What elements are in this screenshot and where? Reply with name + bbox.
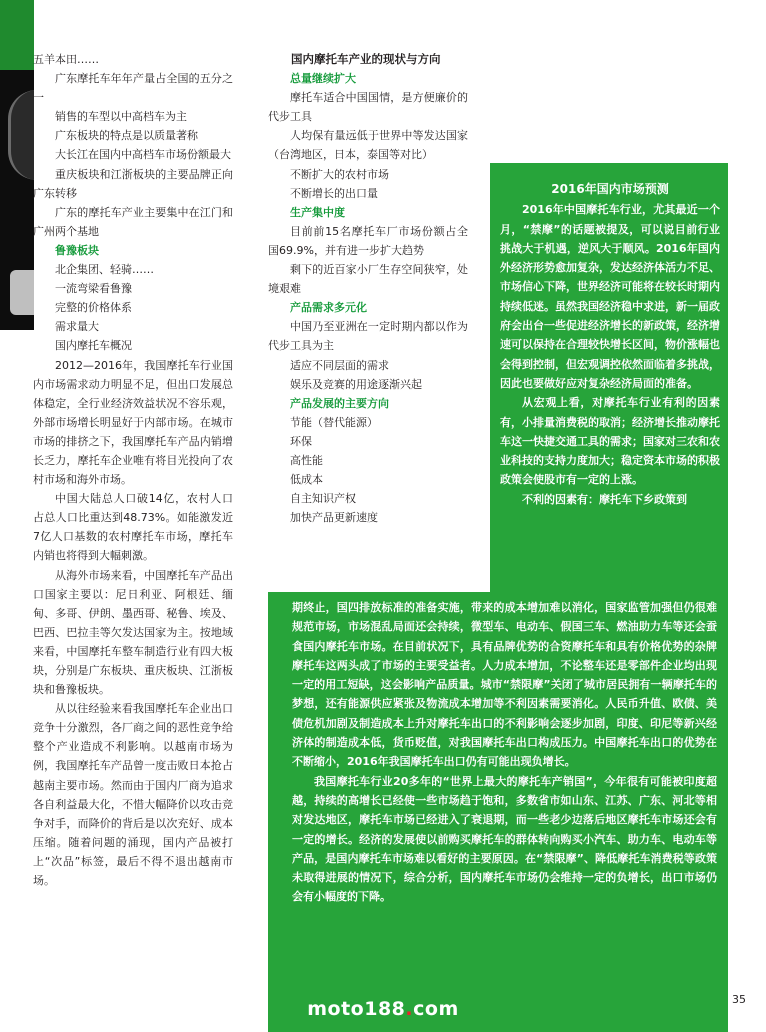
body-paragraph: 节能（替代能源） xyxy=(290,415,378,429)
body-paragraph: 中国乃至亚洲在一定时期内都以作为代步工具为主 xyxy=(268,320,468,353)
body-paragraph: 2012—2016年，我国摩托车行业国内市场需求动力明显不足，但出口发展总体稳定，全行业经济效益状况不容乐观，外部市场增长明显好于内部市场。在城市市场的排挤之下，我国摩托车产品内销增长乏力，摩托车企业唯有将目光投向了农村市场和海外市场。 xyxy=(33,358,233,487)
body-paragraph: 大长江在国内中高档车市场份额最大 xyxy=(55,148,231,162)
body-paragraph: 广东的摩托车产业主要集中在江门和广州两个基地 xyxy=(33,205,233,238)
body-paragraph: 广东板块的特点是以质量著称 xyxy=(55,129,198,143)
forecast-column-top xyxy=(500,180,720,509)
body-paragraph: 广东摩托车年年产量占全国的五分之一 xyxy=(33,72,233,105)
watermark-dot: . xyxy=(405,998,414,1020)
body-paragraph: 剩下的近百家小厂生存空间狭窄，处境艰难 xyxy=(268,263,468,296)
body-paragraph: 目前前15名摩托车厂市场份额占全国69.9%，并有进一步扩大趋势 xyxy=(268,224,468,257)
text-column-left xyxy=(33,50,233,890)
section-heading: 产品需求多元化 xyxy=(290,301,367,315)
body-paragraph: 从海外市场来看，中国摩托车产品出口国家主要以：尼日利亚、阿根廷、缅甸、多哥、伊朗、墨西哥、秘鲁、埃及、巴西、巴拉圭等欠发达国家为主。按地域来看，中国摩托车整车制造行业有四大板块，分别是广东板块、重庆板块、江浙板块和鲁豫板块。 xyxy=(33,568,233,697)
photo-headlight xyxy=(10,270,34,315)
motorcycle-photo-strip xyxy=(0,0,34,330)
section-heading: 产品发展的主要方向 xyxy=(290,396,389,410)
body-paragraph: 完整的价格体系 xyxy=(55,301,132,315)
body-paragraph: 中国大陆总人口破14亿，农村人口占总人口比重达到48.73%。如能激发近7亿人口基数的农村摩托车市场，摩托车内销也将得到大幅刺激。 xyxy=(33,492,233,563)
page-number: 35 xyxy=(732,993,746,1006)
section-heading: 总量继续扩大 xyxy=(290,72,356,86)
section-heading: 国内摩托车产业的现状与方向 xyxy=(291,52,441,66)
body-paragraph: 娱乐及竞赛的用途逐渐兴起 xyxy=(290,377,422,391)
body-paragraph: 从以往经验来看我国摩托车企业出口竞争十分激烈，各厂商之间的恶性竞争给整个产业造成不利影响。以越南市场为例，我国摩托车产品曾一度击败日本抢占越南主要市场。然而由于国内厂商为追求各自利益最大化，不惜大幅降价以攻击竞争对手，而降价的背后是以次充好、成本压缩。随着问题的涌现，国内产品被打上“次品”标签，最后不得不退出越南市场。 xyxy=(33,702,233,888)
body-paragraph: 摩托车适合中国国情，是方便廉价的代步工具 xyxy=(268,91,468,124)
forecast-paragraph: 从宏观上看，对摩托车行业有利的因素有，小排量消费税的取消；经济增长推动摩托车这一快捷交通工具的需求；国家对三农和农业科技的支持力度加大；稳定资本市场的积极政策会使股市有一定的上涨。 xyxy=(500,396,720,487)
body-paragraph: 自主知识产权 xyxy=(290,492,356,506)
watermark-tld: com xyxy=(413,998,459,1020)
body-paragraph: 人均保有量远低于世界中等发达国家（台湾地区，日本，泰国等对比） xyxy=(268,129,468,162)
forecast-title: 2016年国内市场预测 xyxy=(551,182,669,196)
forecast-paragraph: 我国摩托车行业20多年的“世界上最大的摩托车产销国”，今年很有可能被印度超越，持续的高增长已经使一些市场趋于饱和，多数省市如山东、江苏、广东、河北等相对发达地区，摩托车市场已经进入了衰退期，而一些老少边落后地区摩托车市场还会有一定的增长。经济的发展使以前购买摩托车的群体转向购买小汽车、助力车、电动车等产品，是国内摩托车市场难以看好的主要原因。在“禁限摩”、降低摩托车消费税等政策未取得进展的情况下，综合分析，国内摩托车市场仍会维持一定的负增长，出口市场仍会有小幅度的下降。 xyxy=(292,774,717,904)
body-paragraph: 五羊本田…… xyxy=(33,53,99,66)
body-paragraph: 环保 xyxy=(290,434,312,448)
body-paragraph: 需求量大 xyxy=(55,320,99,334)
body-paragraph: 不断增长的出口量 xyxy=(290,186,378,200)
section-heading: 鲁豫板块 xyxy=(55,243,99,257)
forecast-paragraph: 期终止，国四排放标准的准备实施，带来的成本增加难以消化，国家监管加强但仍很难规范市场，市场混乱局面还会持续，微型车、电动车、假国三车、燃油助力车等还会蚕食国内摩托车市场。在目前状况下，具有品牌优势的合资摩托车和具有价格优势的杂牌摩托车这两头成了市场的主要受益者。人力成本增加，不论整车还是零部件企业均出现一定的用工短缺，这会影响产品质量。城市“禁限摩”关闭了城市居民拥有一辆摩托车的梦想，还有能源供应紧张及物流成本增加等不利因素需要消化。人民币升值、欧债、美债危机加剧及制造成本上升对摩托车出口的不利影响会逐步加剧，印度、印尼等新兴经济体的制造成本低，货币贬值，对我国摩托车出口构成压力。中国摩托车出口的优势在不断缩小，2016年我国摩托车出口仍有可能出现负增长。 xyxy=(292,601,717,769)
photo-green-fairing xyxy=(0,0,34,70)
body-paragraph: 低成本 xyxy=(290,473,323,487)
body-paragraph: 重庆板块和江浙板块的主要品牌正向广东转移 xyxy=(33,167,233,200)
body-paragraph: 适应不同层面的需求 xyxy=(290,358,389,372)
body-paragraph: 一流弯梁看鲁豫 xyxy=(55,282,132,296)
body-paragraph: 加快产品更新速度 xyxy=(290,511,378,525)
site-watermark xyxy=(0,998,766,1020)
section-heading: 生产集中度 xyxy=(290,205,345,219)
forecast-column-bottom xyxy=(292,598,717,907)
body-paragraph: 国内摩托车概况 xyxy=(55,339,132,353)
body-paragraph: 北企集团、轻骑…… xyxy=(55,263,154,277)
text-column-middle xyxy=(268,50,468,527)
body-paragraph: 不断扩大的农村市场 xyxy=(290,167,389,181)
forecast-paragraph: 不利的因素有：摩托车下乡政策到 xyxy=(522,492,687,506)
forecast-paragraph: 2016年中国摩托车行业，尤其最近一个月，“禁摩”的话题被提及，可以说目前行业挑战大于机遇，逆风大于顺风。2016年国内外经济形势愈加复杂，发达经济体活力不足、市场信心下降，世界经济可能将在较长时期内持续低迷。虽然我国经济稳中求进，新一届政府会出台一些促进经济增长的新政策，经济增速可以保持在合理较快增长区间，物价涨幅也会得到控制，但宏观调控依然面临着多挑战，因此也要做好应对复杂经济局面的准备。 xyxy=(500,203,720,390)
watermark-domain: moto188 xyxy=(307,998,406,1020)
body-paragraph: 高性能 xyxy=(290,453,323,467)
photo-wheel xyxy=(8,90,34,180)
body-paragraph: 销售的车型以中高档车为主 xyxy=(55,110,187,124)
